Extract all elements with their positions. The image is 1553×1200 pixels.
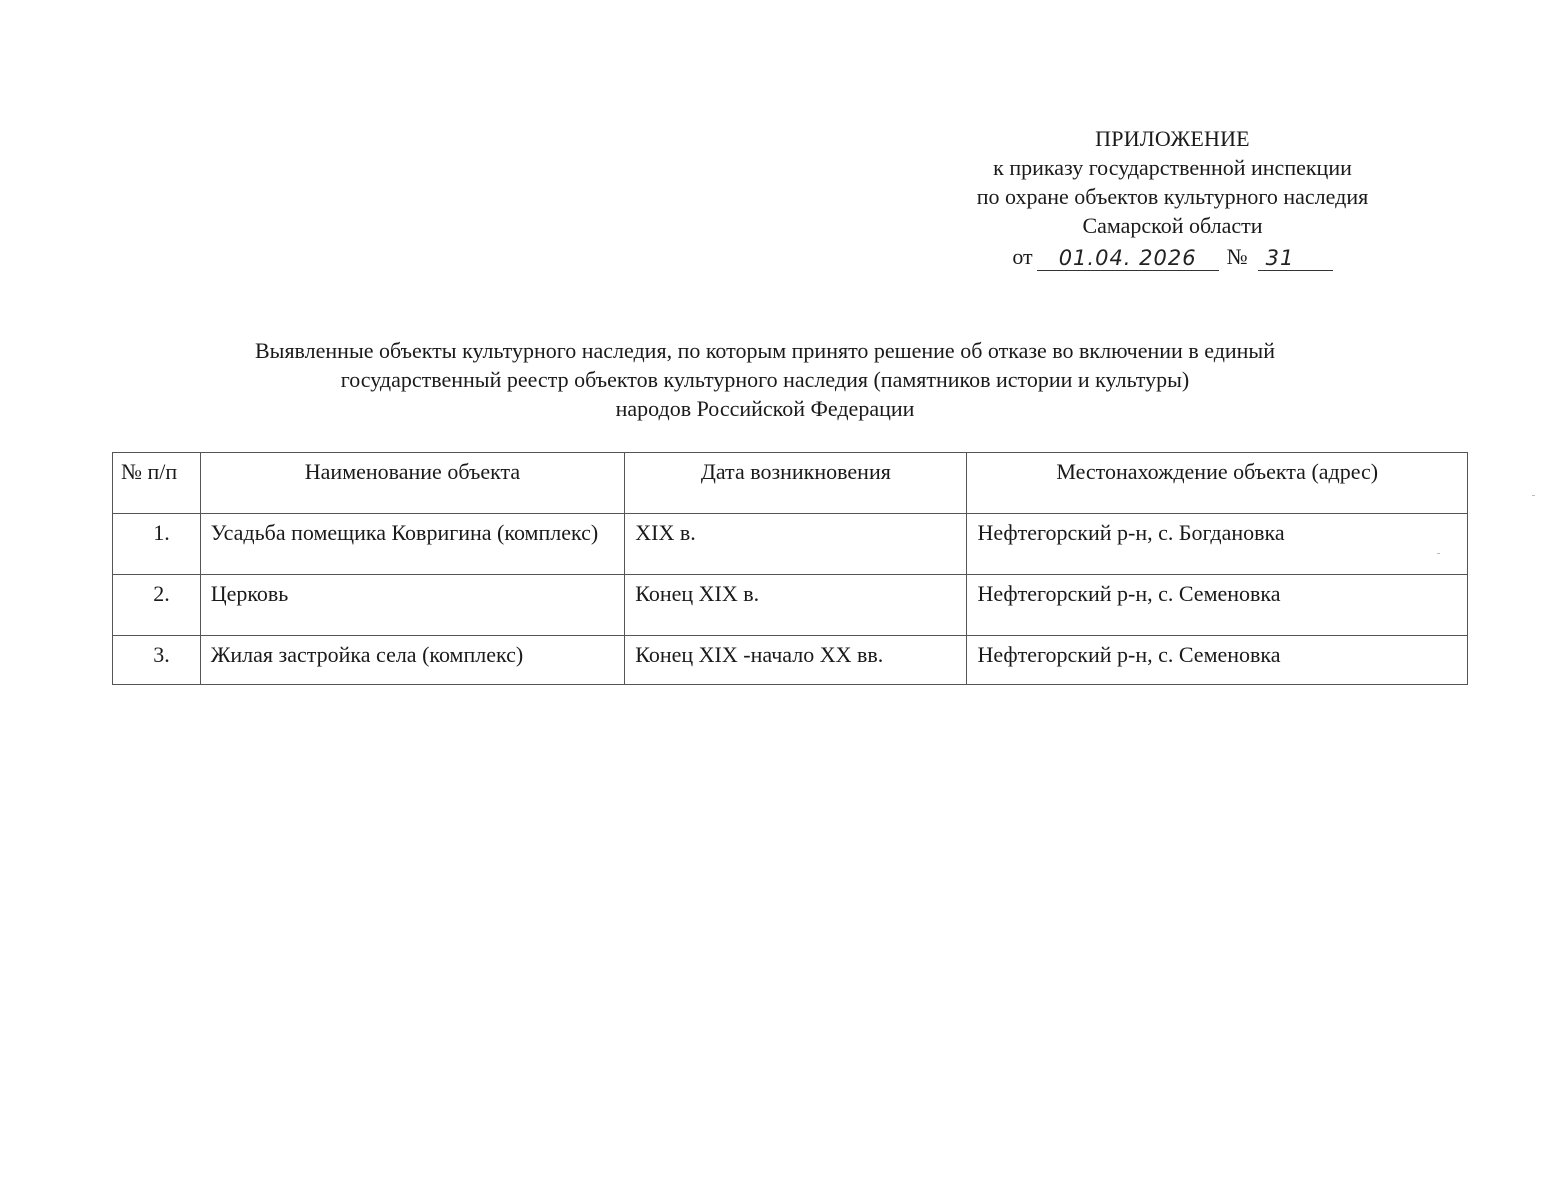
order-date-number-line — [900, 242, 1445, 271]
appendix-line-2: по охране объектов культурного наследия — [976, 184, 1369, 209]
appendix-line-1: к приказу государственной инспекции — [993, 155, 1352, 180]
row-num: 2. — [113, 575, 201, 636]
row-date: Конец XIX в. — [625, 575, 967, 636]
row-location: Нефтегорский р-н, с. Семеновка — [967, 575, 1468, 636]
objects-table — [112, 452, 1468, 685]
date-label: от — [1012, 244, 1033, 269]
row-date: XIX в. — [625, 514, 967, 575]
scan-speck — [1532, 495, 1535, 496]
appendix-line-3: Самарской области — [1082, 213, 1263, 238]
number-label: № — [1226, 244, 1248, 269]
appendix-title: ПРИЛОЖЕНИЕ — [1095, 126, 1250, 151]
table-row — [113, 636, 1468, 685]
row-num: 3. — [113, 636, 201, 685]
heading-line-2: государственный реестр объектов культурного наследия (памятников истории и культуры) — [340, 367, 1190, 392]
row-name: Усадьба помещика Ковригина (комплекс) — [200, 514, 625, 575]
row-location: Нефтегорский р-н, с. Семеновка — [967, 636, 1468, 685]
row-date: Конец XIX -начало XX вв. — [625, 636, 967, 685]
row-num: 1. — [113, 514, 201, 575]
row-name: Жилая застройка села (комплекс) — [200, 636, 625, 685]
header-location: Местонахождение объекта (адрес) — [967, 453, 1468, 514]
handwritten-order-number: 31 — [1258, 246, 1333, 271]
header-num: № п/п — [113, 453, 201, 514]
row-name: Церковь — [200, 575, 625, 636]
heading-line-1: Выявленные объекты культурного наследия, по которым принято решение об отказе во включении в единый — [254, 338, 1275, 363]
table-row — [113, 575, 1468, 636]
header-name: Наименование объекта — [200, 453, 625, 514]
header-date: Дата возникновения — [625, 453, 967, 514]
scan-speck — [1437, 553, 1440, 554]
table-row — [113, 514, 1468, 575]
handwritten-order-date: 01.04. 2026 — [1037, 246, 1219, 271]
row-location: Нефтегорский р-н, с. Богдановка — [967, 514, 1468, 575]
table-header-row — [113, 453, 1468, 514]
document-heading — [100, 336, 1430, 423]
heading-line-3: народов Российской Федерации — [615, 396, 915, 421]
appendix-block — [900, 124, 1445, 271]
